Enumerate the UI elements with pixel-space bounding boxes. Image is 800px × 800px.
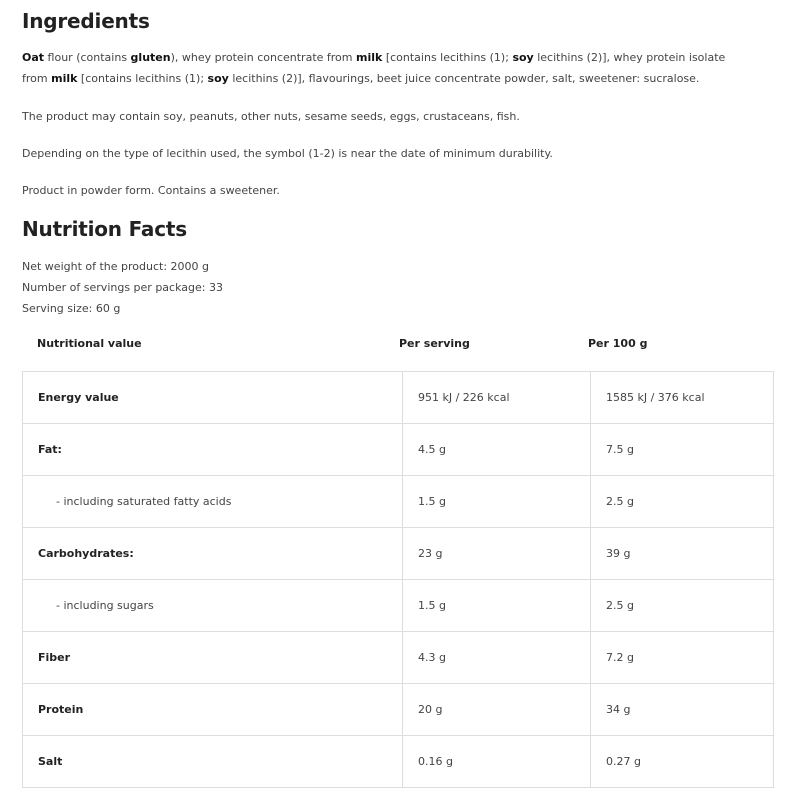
allergen-term: soy bbox=[207, 72, 229, 85]
column-header-per-100g: Per 100 g bbox=[588, 337, 648, 350]
servings-per-package: Number of servings per package: 33 bbox=[22, 281, 223, 294]
package-info bbox=[22, 256, 223, 319]
ingredient-text: flour (contains bbox=[44, 51, 131, 64]
per-serving-value: 0.16 g bbox=[403, 736, 591, 788]
allergen-term: milk bbox=[356, 51, 383, 64]
table-row bbox=[23, 684, 774, 736]
nutrition-table bbox=[22, 371, 774, 788]
per-100g-value: 39 g bbox=[591, 528, 774, 580]
per-serving-value: 951 kJ / 226 kcal bbox=[403, 372, 591, 424]
nutrient-name: Carbohydrates: bbox=[23, 528, 403, 580]
allergen-term: gluten bbox=[130, 51, 171, 64]
per-100g-value: 7.2 g bbox=[591, 632, 774, 684]
allergen-term: soy bbox=[512, 51, 534, 64]
nutrient-name: Fiber bbox=[23, 632, 403, 684]
ingredients-line-2 bbox=[22, 68, 699, 89]
per-100g-value: 0.27 g bbox=[591, 736, 774, 788]
column-header-nutritional-value: Nutritional value bbox=[37, 337, 142, 350]
powder-form-note: Product in powder form. Contains a sweetener. bbox=[22, 184, 280, 197]
per-100g-value: 7.5 g bbox=[591, 424, 774, 476]
net-weight: Net weight of the product: 2000 g bbox=[22, 260, 210, 273]
nutrient-name: - including saturated fatty acids bbox=[23, 476, 403, 528]
allergen-term: Oat bbox=[22, 51, 45, 64]
allergen-term: milk bbox=[51, 72, 78, 85]
per-serving-value: 1.5 g bbox=[403, 476, 591, 528]
allergens-note: The product may contain soy, peanuts, other nuts, sesame seeds, eggs, crustaceans, fish. bbox=[22, 110, 520, 123]
per-100g-value: 1585 kJ / 376 kcal bbox=[591, 372, 774, 424]
nutrient-name: Protein bbox=[23, 684, 403, 736]
per-serving-value: 4.3 g bbox=[403, 632, 591, 684]
per-serving-value: 1.5 g bbox=[403, 580, 591, 632]
table-row bbox=[23, 736, 774, 788]
table-row bbox=[23, 476, 774, 528]
per-100g-value: 2.5 g bbox=[591, 476, 774, 528]
per-100g-value: 34 g bbox=[591, 684, 774, 736]
nutrition-table-body bbox=[23, 372, 774, 788]
ingredient-text: [contains lecithins (1); bbox=[382, 51, 513, 64]
table-row bbox=[23, 632, 774, 684]
ingredient-text: from bbox=[22, 72, 52, 85]
nutrient-name: Energy value bbox=[23, 372, 403, 424]
ingredient-text: lecithins (2)], whey protein isolate bbox=[533, 51, 726, 64]
ingredients-heading: Ingredients bbox=[22, 9, 150, 33]
column-header-per-serving: Per serving bbox=[399, 337, 470, 350]
nutrient-name: Salt bbox=[23, 736, 403, 788]
per-serving-value: 23 g bbox=[403, 528, 591, 580]
nutrition-table-header bbox=[22, 333, 774, 355]
table-row bbox=[23, 372, 774, 424]
serving-size: Serving size: 60 g bbox=[22, 302, 121, 315]
ingredient-text: ), whey protein concentrate from bbox=[170, 51, 356, 64]
table-row bbox=[23, 580, 774, 632]
per-serving-value: 4.5 g bbox=[403, 424, 591, 476]
nutrient-name: Fat: bbox=[23, 424, 403, 476]
ingredient-text: lecithins (2)], flavourings, beet juice concentrate powder, salt, sweetener: sucralose. bbox=[228, 72, 700, 85]
ingredient-text: [contains lecithins (1); bbox=[77, 72, 208, 85]
table-row bbox=[23, 424, 774, 476]
lecithin-note: Depending on the type of lecithin used, the symbol (1-2) is near the date of minimum durability. bbox=[22, 147, 553, 160]
nutrition-heading: Nutrition Facts bbox=[22, 217, 187, 241]
table-row bbox=[23, 528, 774, 580]
per-100g-value: 2.5 g bbox=[591, 580, 774, 632]
ingredients-line-1 bbox=[22, 47, 725, 68]
nutrient-name: - including sugars bbox=[23, 580, 403, 632]
per-serving-value: 20 g bbox=[403, 684, 591, 736]
